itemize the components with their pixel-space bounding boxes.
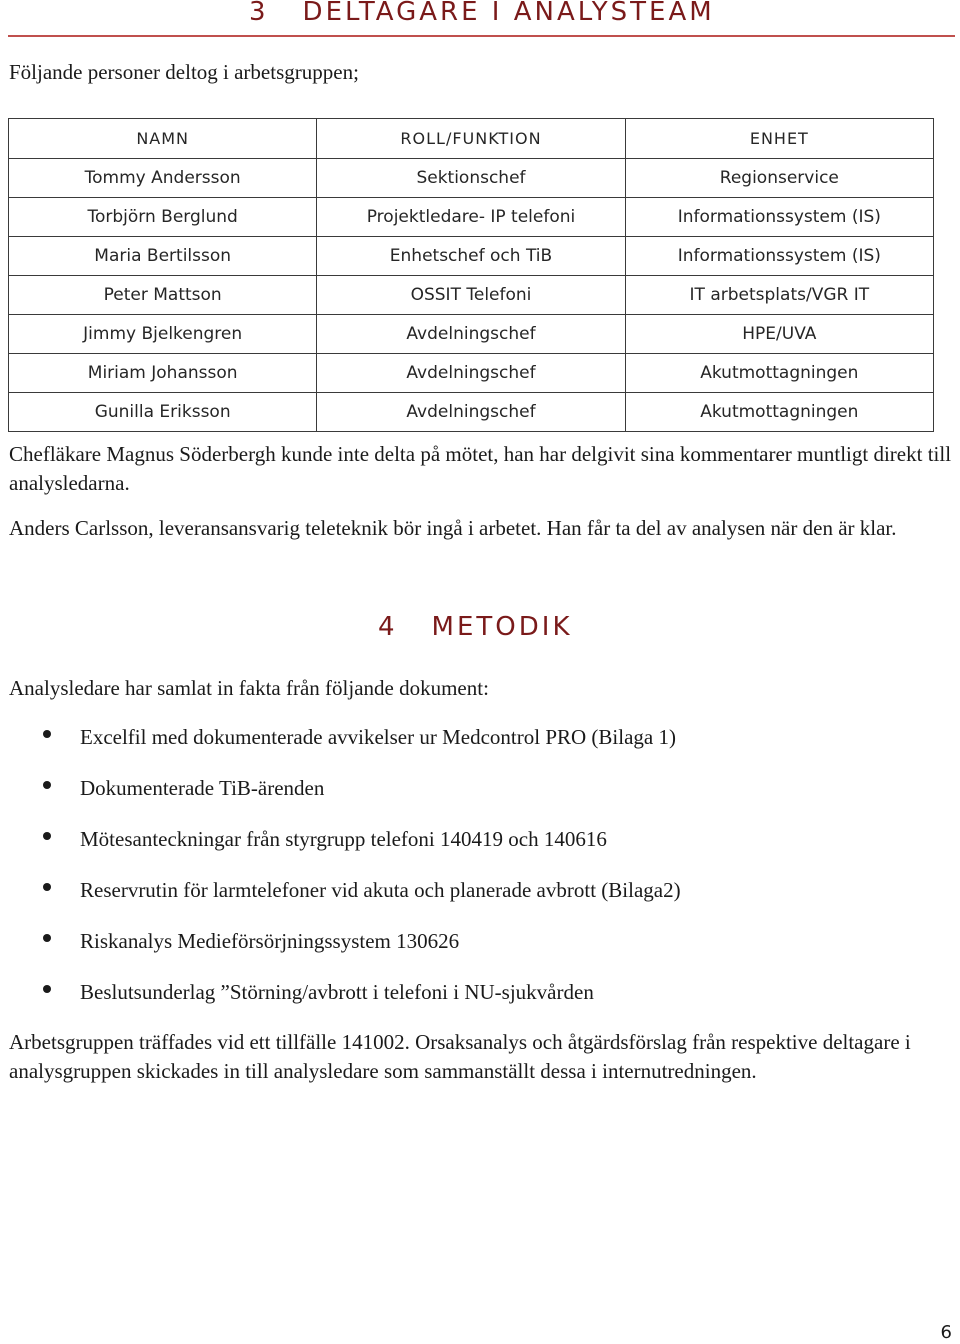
table-row <box>9 276 934 315</box>
cell-role: Sektionschef <box>317 159 625 198</box>
header-unit: ENHET <box>625 119 933 159</box>
cell-role: OSSIT Telefoni <box>317 276 625 315</box>
section-3-title: DELTAGARE I ANALYSTEAM <box>302 0 715 27</box>
table-row <box>9 315 934 354</box>
section-3-number: 3 <box>249 0 269 27</box>
header-role: ROLL/FUNKTION <box>317 119 625 159</box>
header-name: NAMN <box>9 119 317 159</box>
table-row <box>9 393 934 432</box>
section-4-intro: Analysledare har samlat in fakta från följande dokument: <box>9 676 489 700</box>
cell-unit: Informationssystem (IS) <box>625 237 933 276</box>
table-row <box>9 159 934 198</box>
cell-role: Enhetschef och TiB <box>317 237 625 276</box>
bullet-icon <box>43 832 51 840</box>
cell-name: Miriam Johansson <box>9 354 317 393</box>
section-4-title: METODIK <box>431 612 573 642</box>
table-header-row <box>9 119 934 159</box>
cell-role: Avdelningschef <box>317 393 625 432</box>
bullet-icon <box>43 781 51 789</box>
cell-role: Projektledare- IP telefoni <box>317 198 625 237</box>
cell-name: Maria Bertilsson <box>9 237 317 276</box>
table-row <box>9 198 934 237</box>
bullet-icon <box>43 730 51 738</box>
section-4-number: 4 <box>378 612 398 642</box>
cell-unit: IT arbetsplats/VGR IT <box>625 276 933 315</box>
section-4-heading <box>378 612 573 642</box>
note-delivery-owner: Anders Carlsson, leveransansvarig teleteknik bör ingå i arbetet. Han får ta del av analysen när den är klar. <box>9 516 897 540</box>
cell-unit: Regionservice <box>625 159 933 198</box>
bullet-icon <box>43 934 51 942</box>
cell-name: Torbjörn Berglund <box>9 198 317 237</box>
cell-unit: Akutmottagningen <box>625 393 933 432</box>
participants-table <box>8 118 934 432</box>
heading-rule <box>8 35 955 37</box>
table-row <box>9 237 934 276</box>
section-3-intro: Följande personer deltog i arbetsgruppen; <box>9 60 359 84</box>
closing-paragraph: Arbetsgruppen träffades vid ett tillfälle 141002. Orsaksanalys och åtgärdsförslag från respektive deltagare i analysgruppen skickades in till analysledare som sammanställt dessa i internutredningen. <box>9 1030 911 1083</box>
cell-role: Avdelningschef <box>317 315 625 354</box>
bullet-icon <box>43 883 51 891</box>
cell-unit: Akutmottagningen <box>625 354 933 393</box>
cell-name: Tommy Andersson <box>9 159 317 198</box>
bullet-icon <box>43 985 51 993</box>
note-chief-physician: Chefläkare Magnus Söderbergh kunde inte delta på mötet, han har delgivit sina kommentarer muntligt direkt till analysledarna. <box>9 442 952 495</box>
cell-name: Jimmy Bjelkengren <box>9 315 317 354</box>
cell-name: Gunilla Eriksson <box>9 393 317 432</box>
cell-unit: Informationssystem (IS) <box>625 198 933 237</box>
cell-unit: HPE/UVA <box>625 315 933 354</box>
table-row <box>9 354 934 393</box>
cell-name: Peter Mattson <box>9 276 317 315</box>
cell-role: Avdelningschef <box>317 354 625 393</box>
page-number: 6 <box>940 1322 952 1343</box>
